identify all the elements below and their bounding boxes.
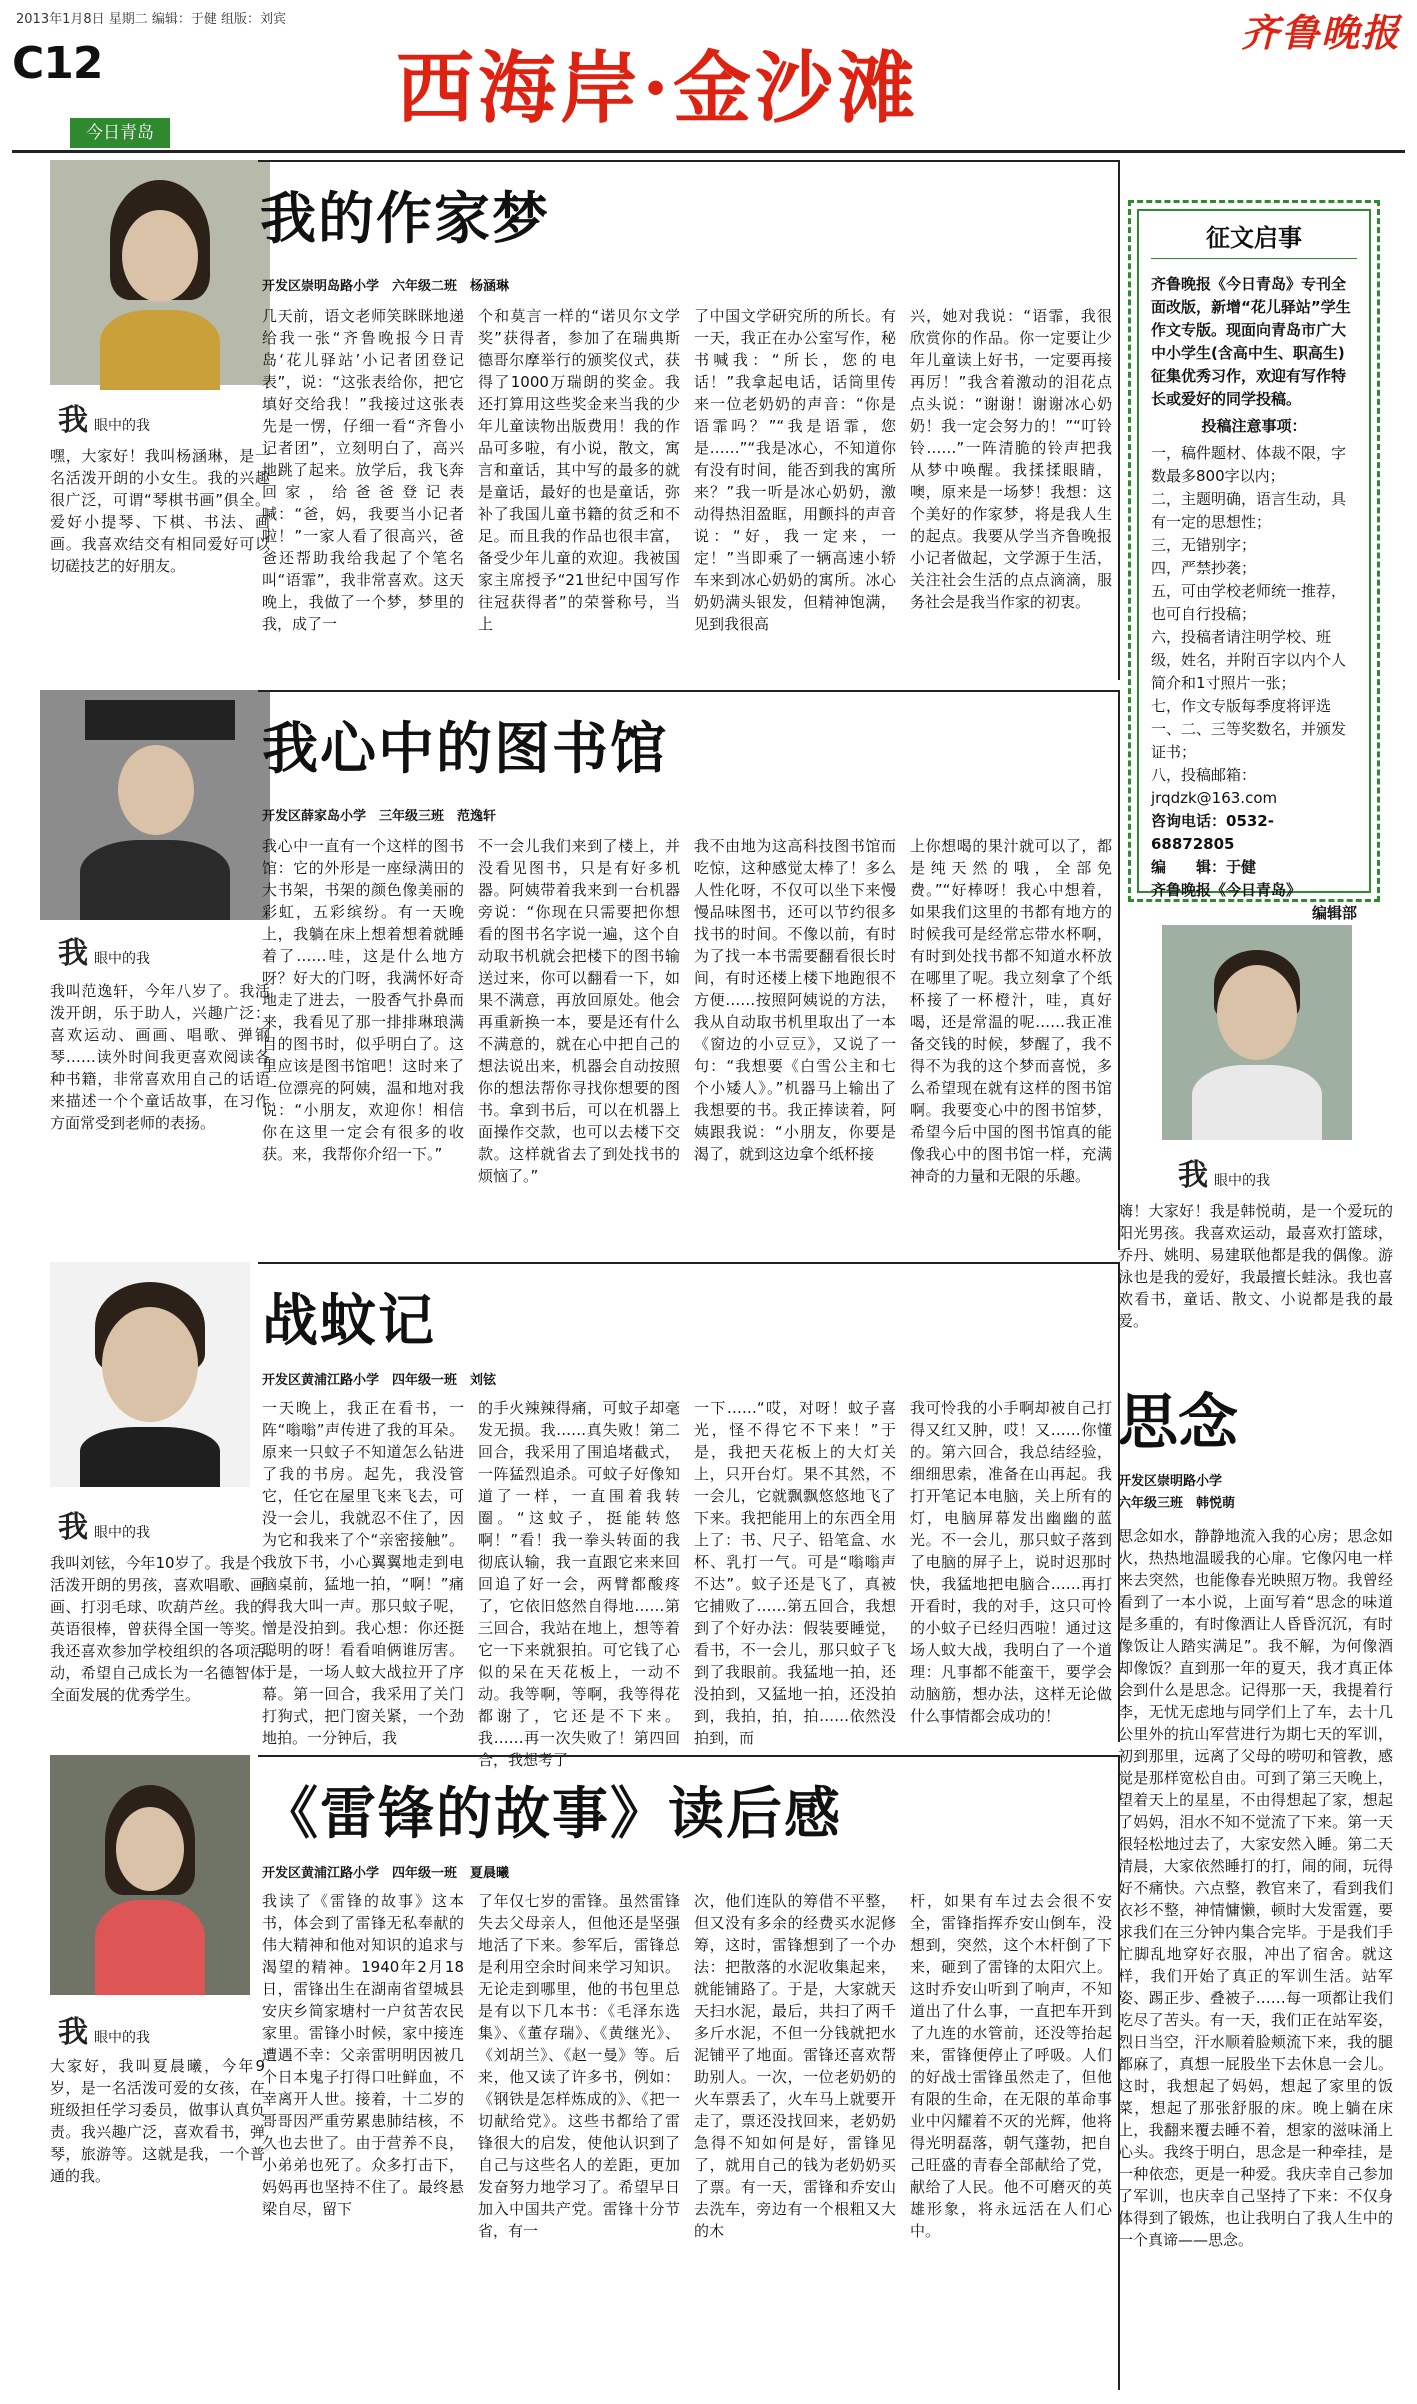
story-column: 我可怜我的小手啊却被自己打得又红又肿，哎！又……你懂的。第六回合，我总结经验，细细思索，准备在山再起。我打开笔记本电脑，关上所有的灯，电脑屏幕发出幽幽的蓝光。不一会儿，那只蚊子落到了电脑的屏子上，说时迟那时快，我猛地把电脑合……再打开看时，我的对手，这只可怜的小蚊子已经归西啦！通过这场人蚊大战，我明白了一个道理：凡事都不能蛮干，要学会动脑筋，想办法，这样无论做什么事情都会成功的！ xyxy=(910,1399,1112,1725)
eyes-label: 我眼中的我 xyxy=(58,2015,150,2050)
author-bio: 我叫刘铉，今年10岁了。我是个活泼开朗的男孩，喜欢唱歌、画画、打羽毛球、吹葫芦丝。我的英语很棒，曾获得全国一等奖。我还喜欢参加学校组织的各项活动，希望自己成长为一名德智体全面发展的优秀学生。 xyxy=(50,1554,265,1704)
eyes-label: 我眼中的我 xyxy=(58,403,150,438)
author-photo xyxy=(1162,925,1352,1140)
story-column: 了中国文学研究所的所长。有一天，我正在办公室写作，秘书喊我：“所长，您的电话！”我拿起电话，话筒里传来一位老奶奶的声音：“你是语霏吗？”“我是语霏，您是……”“我是冰心，不知道你有没有时间，能否到我的寓所来？”我一听是冰心奶奶，激动得热泪盈眶，用颤抖的声音说：“好，我一定来，一定！”当即乘了一辆高速小轿车来到冰心奶奶的寓所。冰心奶奶满头银发，但精神饱满，见到我很高 xyxy=(694,307,896,633)
notice-list xyxy=(1151,442,1357,810)
story-title: 《雷锋的故事》读后感 xyxy=(262,1781,842,1847)
author-photo xyxy=(50,1755,250,1995)
story-title: 我的作家梦 xyxy=(260,186,550,252)
story-column: 几天前，语文老师笑眯眯地递给我一张“齐鲁晚报今日青岛‘花儿驿站’小记者团登记表”，说：“这张表给你，把它填好交给我！”我接过这张表先是一愣，仔细一看“齐鲁小记者团”，立刻明白了，高兴地跳了起来。放学后，我飞奔回家，给爸爸登记表喊：“爸，妈，我要当小记者啦！”一家人看了很高兴，爸爸还帮助我给我起了个笔名叫“语霏”，我非常喜欢。这天晚上，我做了一个梦，梦里的我，成了一 xyxy=(262,307,464,633)
story-byline: 开发区黄浦江路小学 四年级一班 刘铉 xyxy=(262,1373,497,1388)
notice-intro: 齐鲁晚报《今日青岛》专刊全面改版，新增“花儿驿站”学生作文专版。现面向青岛市广大中小学生(含高中生、职高生)征集优秀习作，欢迎有写作特长或爱好的同学投稿。 xyxy=(1151,275,1351,408)
story-body xyxy=(262,1397,1112,1769)
story-column: 一下……“哎，对呀！蚊子喜光，怪不得它不下来！”于是，我把天花板上的大灯关上，只开台灯。果不其然，不一会儿，它就飘飘悠悠地飞了下来。我把能用上的东西全用上了：书、尺子、铅笔盒、水杯、乳打一气。可是“嗡嗡声不达”。蚊子还是飞了，真被它捕败了……第五回合，我想到了个好办法：假装要睡觉，看书，不一会儿，那只蚊子飞到了我眼前。我猛地一拍，还没拍到，又猛地一拍，还没拍到，我拍，拍，拍……依然没拍到，而 xyxy=(694,1399,896,1747)
story-byline: 六年级三班 韩悦萌 xyxy=(1118,1496,1236,1511)
story-byline: 开发区黄浦江路小学 四年级一班 夏晨曦 xyxy=(262,1866,510,1881)
notice-item: 八，投稿邮箱：jrqdzk@163.com xyxy=(1151,766,1278,807)
story-column: 我不由地为这高科技图书馆而吃惊，这种感觉太棒了！多么人性化呀，不仅可以坐下来慢慢品味图书，还可以节约很多找书的时间。不像以前，有时为了找一本书需要翻看很长时间，有时还楼上楼下地跑很不方便……按照阿姨说的方法，我从自动取书机里取出了一本《窗边的小豆豆》，又说了一句：“我想要《白雪公主和七个小矮人》。”机器马上输出了我想要的书。我正捧读着，阿姨跟我说：“小朋友，你要是渴了，就到这边拿个纸杯接 xyxy=(694,837,896,1163)
story-column: 次，他们连队的筹借不平整，但又没有多余的经费买水泥修筹，这时，雷锋想到了一个办法：把散落的水泥收集起来，就能铺路了。于是，大家就天天扫水泥，最后，共扫了两千多斤水泥，不但一分钱就把水泥铺平了地面。雷锋还喜欢帮助别人。一次，一位老奶奶的火车票丢了，火车马上就要开走了，票还没找回来，老奶奶急得不知如何是好，雷锋见了，就用自己的钱为老奶奶买了票。有一天，雷锋和乔安山去洗车，旁边有一个根粗又大的木 xyxy=(694,1892,896,2240)
author-photo xyxy=(50,160,270,385)
story-column: 个和莫言一样的“诺贝尔文学奖”获得者，参加了在瑞典斯德哥尔摩举行的颁奖仪式，获得了1000万瑞朗的奖金。我还打算用这些奖金来当我的少年儿童读物出版费用！我的作品可多啦，有小说，散文，寓言和童话，其中写的最多的就是童话，最好的也是童话，弥补了我国儿童书籍的贫乏和不足。而且我的作品也很丰富，备受少年儿童的欢迎。我被国家主席授予“21世纪中国写作往冠获得者”的荣誉称号，当上 xyxy=(478,307,680,633)
author-photo xyxy=(50,1262,250,1487)
story-title: 战蚊记 xyxy=(262,1288,436,1354)
notice-dept: 编辑部 xyxy=(1311,904,1357,922)
story-body: 思念如水，静静地流入我的心房；思念如火，热热地温暖我的心扉。它像闪电一样来去突然，也能像春光映照万物。我曾经看到了一本小说，上面写着“思念的味道是多重的，有时像酒让人昏昏沉沉，有时像饭让人踏实满足”。我不解，为何像酒却像饭？直到那一年的夏天，我才真正体会到什么是思念。记得那一天，我提着行李，无忧无虑地与同学们上了车，去十几公里外的抗山军营进行为期七天的军训，初到那里，远离了父母的唠叨和管教，感觉是那样宽松自由。可到了第三天晚上，望着天上的星星，不由得想起了家，想起了妈妈，泪水不知不觉流了下来。第一天很轻松地过去了，大家安然入睡。第二天清晨，大家依然睡打的打，闹的闹，玩得好不痛快。六点整，教官来了，看到我们衣衫不整，神情慵懒，顿时大发雷霆，要求我们在三分钟内集合完毕。于是我们手忙脚乱地穿好衣服，冲出了宿舍。就这样，我们开始了真正的军训生活。站军姿、踢正步、叠被子……每一项都让我们吃尽了苦头。有一天，我们正在站军姿，烈日当空，汗水顺着脸颊流下来，我的腿都麻了，真想一屁股坐下去休息一会儿。这时，我想起了妈妈，想起了家里的饭菜，想起了那张舒服的床。晚上躺在床上，我翻来覆去睡不着，想家的滋味涌上心头。我终于明白，思念是一种牵挂，是一种依恋，更是一种爱。我庆幸自己参加了军训，也庆幸自己坚持了下来：不仅身体得到了锻炼，也让我明白了我人生中的一个真谛——思念。 xyxy=(1118,1527,1393,2249)
story-column: 不一会儿我们来到了楼上，并没看见图书，只是有好多机器。阿姨带着我来到一台机器旁说：“你现在只需要把你想看的图书名字说一遍，这个自动取书机就会把楼下的图书输送过来，你可以翻看一下，如果不满意，再放回原处。他会再重新换一本，要是还有什么不满意的，就在心中把自己的想法说出来，机器会自动按照你的想法帮你寻找你想要的图书。拿到书后，可以在机器上面操作交款，也可以去楼下交款。这样就省去了到处找书的烦恼了。” xyxy=(478,837,680,1185)
author-bio: 大家好，我叫夏晨曦，今年9岁，是一名活泼可爱的女孩，在班级担任学习委员，做事认真负责。我兴趣广泛，喜欢看书，弹琴，旅游等。这就是我，一个普通的我。 xyxy=(50,2057,265,2185)
author-bio: 嘿，大家好！我叫杨涵琳，是一名活泼开朗的小女生。我的兴趣很广泛，可谓“琴棋书画”俱全。爱好小提琴、下棋、书法、画画。我喜欢结交有相同爱好可以切磋技艺的好朋友。 xyxy=(50,447,270,575)
notice-head: 投稿注意事项： xyxy=(1201,417,1307,435)
notice-item: 三，无错别字； xyxy=(1151,536,1257,554)
story-mosquito xyxy=(30,1262,1120,1769)
story-writer-dream xyxy=(30,160,1120,680)
notice-item: 二，主题明确，语言生动，具有一定的思想性； xyxy=(1151,490,1347,531)
section-title: 西海岸·金沙滩 xyxy=(396,43,920,134)
story-column: 了年仅七岁的雷锋。虽然雷锋失去父母亲人，但他还是坚强地活了下来。参军后，雷锋总是利用空余时间来学习知识。无论走到哪里，他的书包里总是有以下几本书：《毛泽东选集》、《董存瑞》、《黄继光》、《刘胡兰》、《赵一曼》等。后来，他又读了许多书，例如：《钢铁是怎样炼成的》、《把一切献给党》。这些书都给了雷锋很大的启发，使他认识到了自己与这些名人的差距，更加发奋努力地学习了。希望早日加入中国共产党。雷锋十分节省，有一 xyxy=(478,1892,680,2240)
notice-item: 一，稿件题材、体裁不限，字数最多800字以内； xyxy=(1151,444,1347,485)
story-column: 上你想喝的果汁就可以了，都是纯天然的哦，全部免费。”“好棒呀！我心中想着，如果我们这里的书都有地方的时候我可是经常忘带水杯啊，有时到处找书都不知道水杯放在哪里了呢。我立刻拿了个纸杯接了一杯橙汁，哇，真好喝，还是常温的呢……我正准备交钱的时候，梦醒了，我不得不为我的这个梦而喜悦，多么希望现在就有这样的图书馆啊。我要变心中的图书馆梦，希望今后中国的图书馆真的能像我心中的图书馆一样，充满神奇的力量和无限的乐趣。 xyxy=(910,837,1112,1185)
section-tag: 今日青岛 xyxy=(70,118,170,148)
story-title: 思念 xyxy=(1118,1388,1238,1458)
notice-item: 七，作文专版每季度将评选一、二、三等奖数名，并颁发证书； xyxy=(1151,697,1347,761)
eyes-label: 我眼中的我 xyxy=(58,1510,150,1545)
notice-item: 六，投稿者请注明学校、班级，姓名，并附百字以内个人简介和1寸照片一张； xyxy=(1151,628,1347,692)
notice-editor: 编 辑：于健 xyxy=(1151,858,1257,876)
story-byline: 开发区崇明岛路小学 六年级二班 杨涵琳 xyxy=(262,279,510,294)
story-leifeng xyxy=(30,1755,1120,2390)
story-column: 杆，如果有车过去会很不安全，雷锋指挥乔安山倒车，没想到，突然，这个木杆倒了下来，砸到了雷锋的太阳穴上。这时乔安山听到了响声，不知道出了什么事，一直把车开到了九连的水管前，还没等抬起来，雷锋便停止了呼吸。人们的好战士雷锋虽然走了，但他有限的生命，在无限的革命事业中闪耀着不灭的光辉，他将得光明磊落，朝气蓬勃，把自己旺盛的青春全部献给了党，献给了人民。他不可磨灭的英雄形象，将永远活在人们心中。 xyxy=(910,1892,1112,2240)
story-body xyxy=(262,305,1112,673)
story-body xyxy=(262,835,1112,1240)
call-for-submissions xyxy=(1128,200,1380,922)
author-photo xyxy=(40,690,270,920)
issue-date: 2013年1月8日 星期二 编辑：于健 组版：刘宾 xyxy=(16,12,287,27)
story-body xyxy=(262,1890,1112,2380)
header-rule xyxy=(12,150,1405,153)
story-title: 我心中的图书馆 xyxy=(262,716,668,782)
story-column: 的手火辣辣得痛，可蚊子却毫发无损。我……真失败！第二回合，我采用了围追堵截式，一阵猛烈追杀。可蚊子好像知道了一样，一直围着我转圈。“这蚊子，挺能转悠啊！”看！我一拳头转面的我彻底认输，我一直跟它来来回回追了好一会，两臂都酸疼了，它依旧悠然自得地……第三回合，我站在地上，想等着它一下来就狠拍。可它钱了心似的呆在天花板上，一动不动。我等啊，等啊，我等得花都谢了，它还是不下来。我……再一次失败了！第四回合，我想考了 xyxy=(478,1399,680,1769)
notice-item: 四，严禁抄袭； xyxy=(1151,559,1257,577)
eyes-label: 我眼中的我 xyxy=(58,936,150,971)
page-number: C12 xyxy=(12,38,103,89)
story-school: 开发区崇明路小学 xyxy=(1118,1474,1223,1489)
notice-phone: 咨询电话：0532-68872805 xyxy=(1151,812,1274,853)
story-byline: 开发区薛家岛小学 三年级三班 范逸轩 xyxy=(262,809,497,824)
notice-sign: 齐鲁晚报《今日青岛》 xyxy=(1151,881,1302,899)
story-library xyxy=(30,690,1120,1250)
author-bio: 嗨！大家好！我是韩悦萌，是一个爱玩的阳光男孩。我喜欢运动，最喜欢打篮球，乔丹、姚明、易建联他都是我的偶像。游泳也是我的爱好，我最擅长蛙泳。我也喜欢看书，童话、散文、小说都是我的最爱。 xyxy=(1118,1202,1393,1330)
story-column: 一天晚上，我正在看书，一阵“嗡嗡”声传进了我的耳朵。原来一只蚊子不知道怎么钻进了我的书房。起先，我没管它，任它在屋里飞来飞去，可没一会儿，我就忍不住了，因为它和我来了个“亲密接触”。我放下书，小心翼翼地走到电脑桌前，猛地一拍，“啊！”痛得我大叫一声。那只蚊子呢，憎是没拍到。我心想：你还挺聪明的呀！看看咱俩谁厉害。于是，一场人蚊大战拉开了序幕。第一回合，我采用了关门打狗式，把门窗关紧，一个劲地拍。一分钟后，我 xyxy=(262,1399,464,1747)
author-bio: 我叫范逸轩，今年八岁了。我活泼开朗，乐于助人，兴趣广泛：喜欢运动、画画、唱歌、弹钢琴……读外时间我更喜欢阅读各种书籍，非常喜欢用自己的话语来描述一个个童话故事，在习作方面常受到老师的表扬。 xyxy=(50,982,270,1132)
story-column: 我心中一直有一个这样的图书馆：它的外形是一座绿满田的大书架，书架的颜色像美丽的彩虹，五彩缤纷。有一天晚上，我躺在床上想着想着就睡着了……哇，这是什么地方呀？好大的门呀，我满怀好奇地走了进去，一股香气扑鼻而来，我看见了那一排排琳琅满目的图书时，似乎明白了。这里应该是图书馆吧！这时来了一位漂亮的阿姨，温和地对我说：“小朋友，欢迎你！相信你在这里一定会有很多的收获。来，我帮你介绍一下。” xyxy=(262,837,464,1163)
newspaper-logo: 齐鲁晚报 xyxy=(1240,10,1401,55)
notice-item: 五，可由学校老师统一推荐，也可自行投稿； xyxy=(1151,582,1347,623)
eyes-label: 我眼中的我 xyxy=(1178,1158,1270,1193)
story-column: 兴，她对我说：“语霏，我很欣赏你的作品。你一定要让少年儿童读上好书，一定要再接再厉！”我含着激动的泪花点点头说：“谢谢！谢谢冰心奶奶！我一定会努力的！”“叮铃铃……”一阵清脆的铃声把我从梦中唤醒。我揉揉眼睛，噢，原来是一场梦！我想：这个美好的作家梦，将是我人生的起点。我要从学当齐鲁晚报小记者做起，文学源于生活，关注社会生活的点点滴滴，服务社会是我当作家的初衷。 xyxy=(910,307,1112,611)
notice-title: 征文启事 xyxy=(1151,227,1357,259)
story-column: 我读了《雷锋的故事》这本书，体会到了雷锋无私奉献的伟大精神和他对知识的追求与渴望的精神。1940年2月18日，雷锋出生在湖南省望城县安庆乡简家塘村一户贫苦农民家里。雷锋小时候，家中接连遭遇不幸：父亲雷明明因被几个日本鬼子打得口吐鲜血，不幸离开人世。接着，十二岁的哥哥因严重劳累患肺结核，不久也去世了。由于营养不良，小弟弟也死了。众多打击下，妈妈再也坚持不住了。最终悬梁自尽，留下 xyxy=(262,1892,464,2218)
